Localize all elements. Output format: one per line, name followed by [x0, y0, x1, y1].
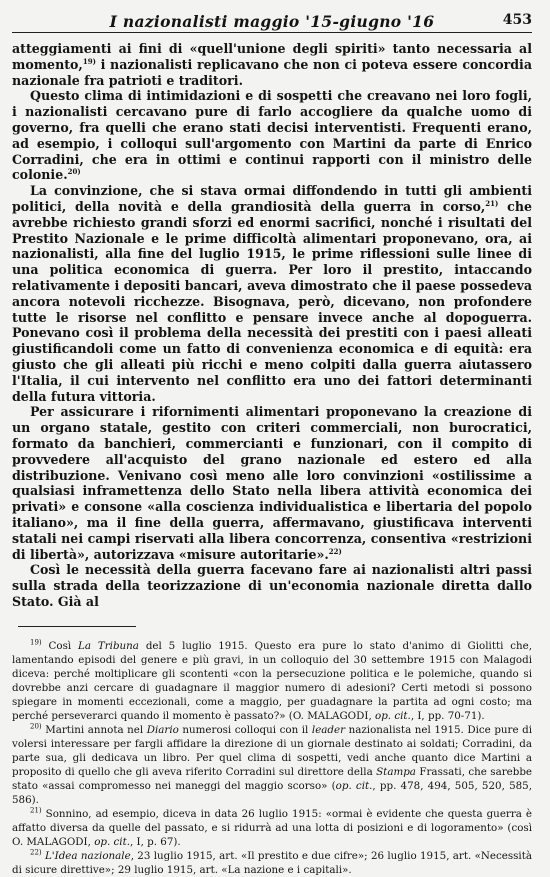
italic-run: leader — [311, 723, 346, 736]
text-run: , pp. 478, 494, 505, 520, 585, 586). — [12, 779, 532, 806]
text-run: atteggiamenti ai fini di «quell'unione degli spiriti» tanto necessaria al momento, — [12, 41, 532, 72]
footnote-ref[interactable]: 21) — [485, 198, 499, 208]
text-run: Così — [41, 639, 79, 652]
footnote — [12, 723, 532, 807]
footnote — [12, 849, 532, 877]
footnote-number: 19) — [30, 638, 42, 647]
text-run: Sonnino, ad esempio, diceva in data 26 luglio 1915: «ormai è evidente che questa guerra è affatto diversa da quelle del passato, e si ridurrà ad una lotta di posizioni e di logoramento» (così O. MALAGODI, — [12, 807, 532, 848]
footnote — [12, 807, 532, 849]
running-header — [12, 10, 532, 33]
page-number: 453 — [502, 12, 532, 28]
text-run: Martini annota nel — [41, 723, 147, 736]
text-run: che avrebbe richiesto grandi sforzi ed enormi sacrifici, nonché i risultati del Prestito Nazionale e le prime difficoltà alimentari proponevano, ora, ai nazionalisti, alla fine del luglio 1915, le prime riflessioni sulle linee di una politica economica di guerra. Per loro il prestito, intaccando relativamente i depositi bancari, aveva dimostrato che il paese possedeva ancora notevoli ricchezze. Bisognava, però, dicevano, non profondere tutte le risorse nel conflitto e pensare invece anche al dopoguerra. Ponevano così il problema della necessità dei prestiti con i paesi alleati giustificandoli come un fatto di convenienza economica e di equità: era giusto che gli alleati più ricchi e meno colpiti dalla guerra aiutassero l'Italia, il cui intervento nel conflitto era uno dei fattori determinanti della futura vittoria. — [12, 198, 532, 404]
footnotes — [12, 639, 532, 877]
text-run: Per assicurare i rifornimenti alimentari proponevano la creazione di un organo statale, gestito con criteri commerciali, non burocratici, formato da banchieri, commercianti e funzionari, con il compito di provvedere all'acquisto del grano nazionale ed estero ed alla distribuzione. Venivano così meno alle loro convinzioni «ostilissime a qualsiasi inframettenza dello Stato nella libera attività economica dei privati» e consone «alla coscienza individualistica e libertaria del popolo italiano», ma il fine della guerra, affermavano, giustificava interventi statali nei campi riservati alla libera concorrenza, consentiva «restrizioni di libertà», autorizzava «misure autoritarie». — [12, 404, 532, 562]
paragraph — [12, 183, 532, 404]
italic-run: op. cit. — [94, 835, 130, 848]
italic-run: La Tribuna — [78, 639, 139, 652]
text-run: numerosi colloqui con il — [178, 723, 312, 736]
text-run: Frassati, che sarebbe stato «assai compromesso nei maneggi del maggio scorso» ( — [12, 765, 532, 792]
text-run: Così le necessità della guerra facevano fare ai nazionalisti altri passi sulla strada della teorizzazione di un'economia nazionale diretta dallo Stato. Già al — [12, 562, 532, 609]
footnote-divider — [18, 626, 136, 627]
running-title: I nazionalisti maggio '15-giugno '16 — [109, 12, 435, 31]
book-page — [12, 10, 532, 877]
text-run: del 5 luglio 1915. Questo era pure lo stato d'animo di Giolitti che, lamentando episodi del genere e più gravi, in un colloquio del 30 settembre 1915 con Malagodi diceva: perché moltiplicare gli scontenti «con la persecuzione politica e le polemiche, quando si dovrebbe anzi cercare di guadagnare il maggior numero di adesioni? Certi metodi si possono spiegare in momenti eccezionali, come a maggio, per guadagnare la partita ad ogni costo; ma perché perseverarci quando il momento è passato?» (O. MALAGODI, — [12, 639, 533, 722]
footnote — [12, 639, 532, 723]
text-run: , I, pp. 70-71). — [410, 709, 485, 722]
footnote-ref[interactable]: 20) — [67, 167, 81, 177]
body-text — [12, 41, 532, 610]
italic-run: op. cit. — [375, 709, 411, 722]
text-run: Questo clima di intimidazioni e di sospetti che creavano nei loro fogli, i nazionalisti cercavano pure di farlo accogliere da qualche uomo di governo, fra quelli che erano stati decisi interventisti. Frequenti erano, ad esempio, i colloqui sull'argomento con Martini da parte di Enrico Corradini, che era in ottimi e continui rapporti con il ministro delle colonie. — [12, 88, 532, 183]
text-run: , 23 luglio 1915, art. «Il prestito e due cifre»; 26 luglio 1915, art. «Necessità di sicure direttive»; 29 luglio 1915, art. «La nazione e i capitali». — [12, 849, 532, 876]
italic-run: op. cit. — [335, 779, 373, 792]
text-run: , I, p. 67). — [130, 835, 181, 848]
paragraph — [12, 404, 532, 562]
text-run: La convinzione, che si stava ormai diffondendo in tutti gli ambienti politici, della novità e della grandiosità della guerra in corso, — [12, 183, 532, 214]
footnote-number: 20) — [30, 722, 42, 731]
footnote-ref[interactable]: 22) — [328, 546, 342, 556]
footnote-ref[interactable]: 19) — [82, 56, 96, 66]
paragraph — [12, 88, 532, 183]
italic-run: Diario — [146, 723, 179, 736]
paragraph — [12, 41, 532, 88]
text-run: i nazionalisti replicavano che non ci poteva essere concordia nazionale fra patrioti e traditori. — [12, 56, 532, 88]
italic-run: Stampa — [376, 765, 416, 778]
paragraph — [12, 562, 532, 609]
text-run: nazionalista nel 1915. Dice pure di volersi interessare per fargli affidare la direzione di un giornale destinato ai soldati; Corradini, da parte sua, gli dedicava un libro. Per quel clima di sospetti, vedi anche quanto dice Martini a proposito di quello che gli aveva riferito Corradini sul direttore della — [12, 723, 533, 778]
footnote-number: 22) — [30, 848, 42, 857]
italic-run: L'Idea nazionale — [44, 849, 131, 862]
footnote-number: 21) — [30, 806, 42, 815]
